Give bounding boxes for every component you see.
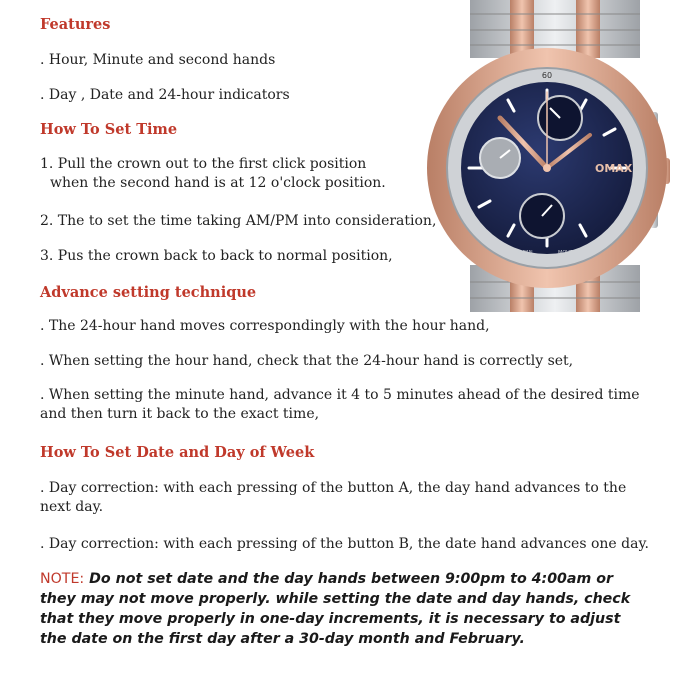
advance-heading: Advance setting technique <box>40 284 257 301</box>
set-time-heading: How To Set Time <box>40 121 178 138</box>
date-day-paragraph-2: . Day correction: with each pressing of the button B, the date hand advances one day. <box>40 536 649 552</box>
advance-paragraph-2: . When setting the hour hand, check that the 24-hour hand is correctly set, <box>40 353 574 369</box>
subdial-24h <box>480 138 520 178</box>
brand-logo: OMAX <box>595 162 633 175</box>
watch-image <box>420 0 679 312</box>
subdial-date <box>520 194 564 238</box>
features-item: . Hour, Minute and second hands <box>40 52 276 68</box>
advance-paragraph-3: . When setting the minute hand, advance it 4 to 5 minutes ahead of the desired time and then turn it back to the exact time, <box>40 387 640 422</box>
features-heading: Features <box>40 16 111 33</box>
subdial-day <box>538 96 582 140</box>
note-text: Do not set date and the day hands between 9:00pm to 4:00am or they may not move properly. while setting the date and day hands, check that they move properly in one-day increments, it is necessary to adjust the date on the first day after a 30-day month and February. <box>40 571 631 647</box>
note-block <box>40 569 650 649</box>
date-day-heading: How To Set Date and Day of Week <box>40 444 315 461</box>
set-time-step-1-line-2: when the second hand is at 12 o'clock position. <box>50 175 386 191</box>
date-day-paragraph-1: . Day correction: with each pressing of the button A, the day hand advances to the next day. <box>40 480 627 515</box>
features-item: . Day , Date and 24-hour indicators <box>40 87 290 103</box>
note-label: NOTE: <box>40 571 85 587</box>
advance-paragraph-1: . The 24-hour hand moves correspondingly with the hour hand, <box>40 318 490 334</box>
set-time-step-3: 3. Pus the crown back to back to normal position, <box>40 248 393 264</box>
dial-top-numeral: 60 <box>541 71 553 80</box>
dial-japan: JAPAN <box>518 250 533 256</box>
set-time-step-2: 2. The to set the time taking AM/PM into consideration, <box>40 213 437 229</box>
set-time-step-1-line-1: 1. Pull the crown out to the first click position <box>40 156 367 172</box>
dial-movt: MOVT <box>558 250 573 256</box>
